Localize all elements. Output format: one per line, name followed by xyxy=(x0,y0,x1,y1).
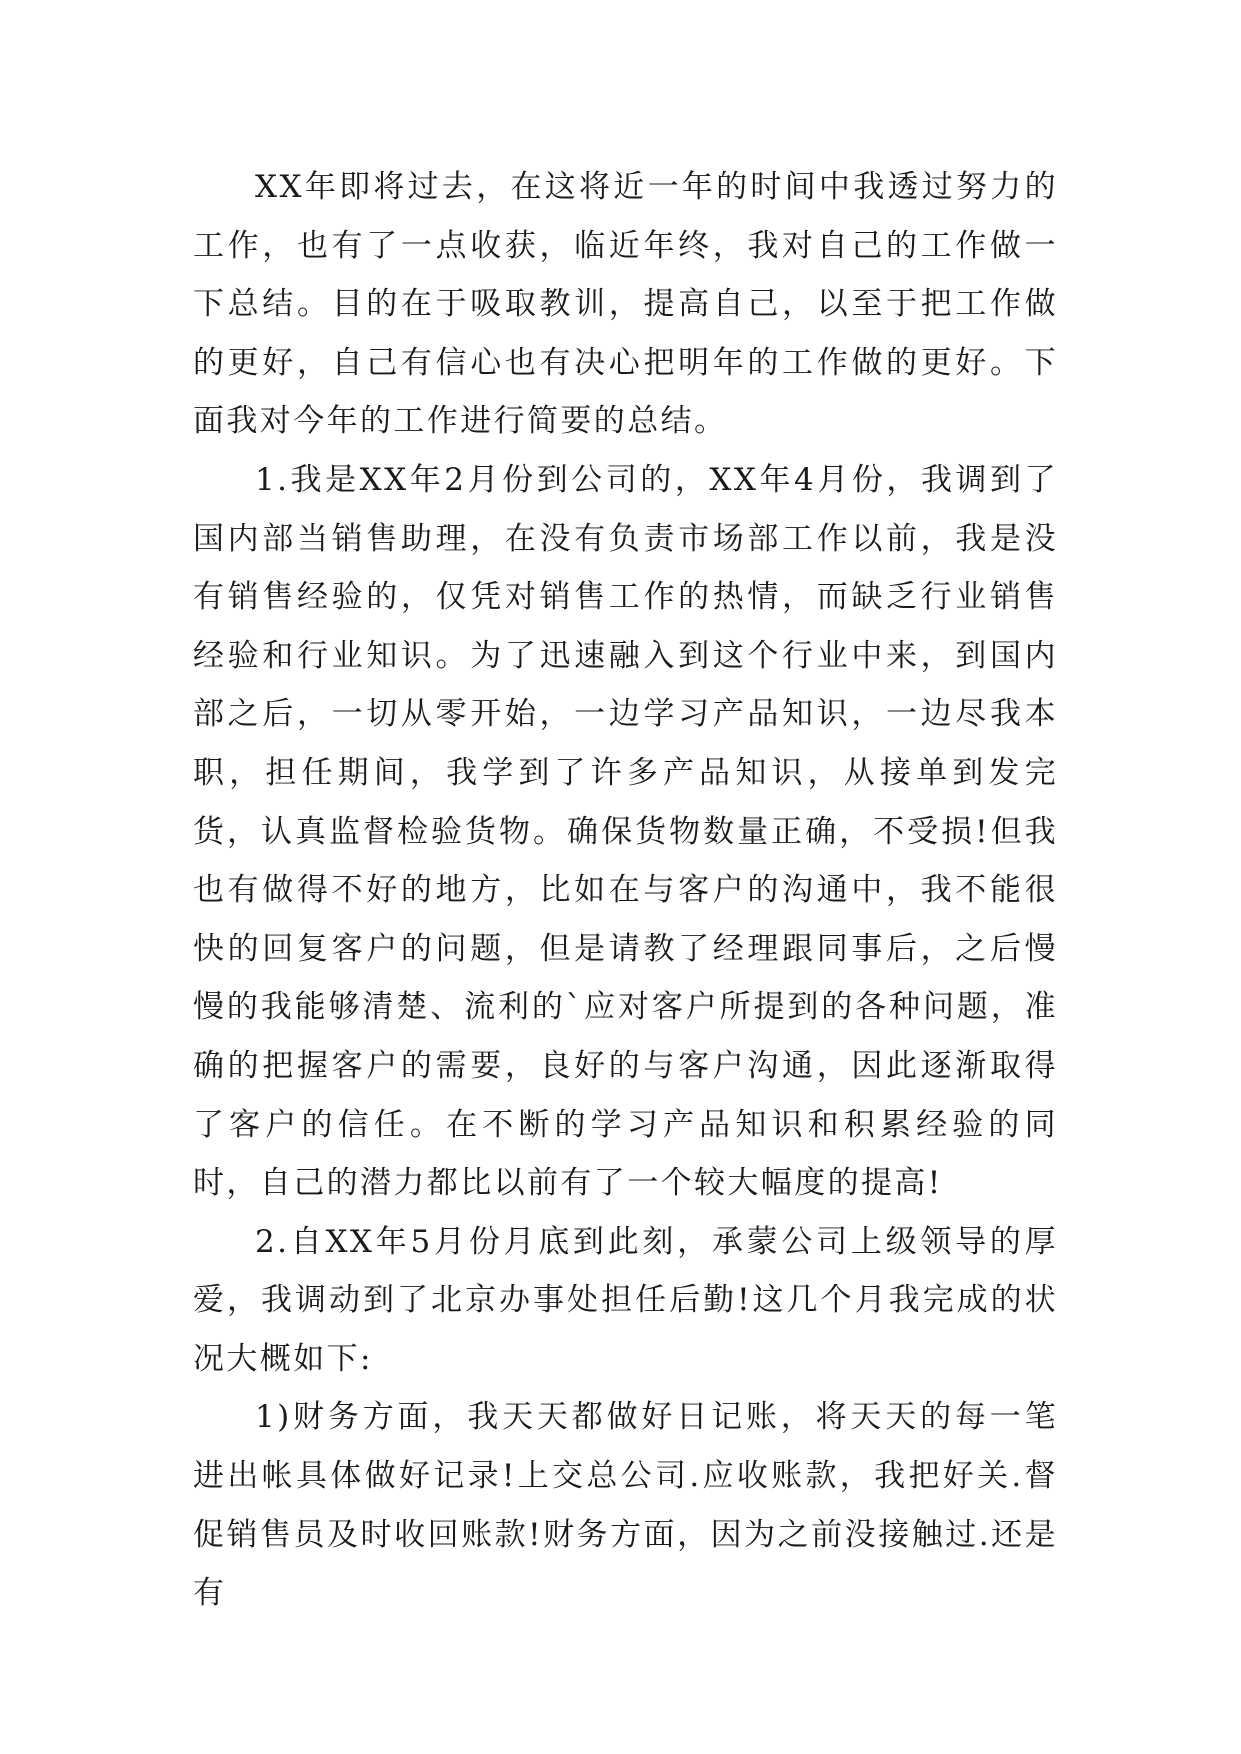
paragraph-item-1: 1.我是XX年2月份到公司的，XX年4月份，我调到了国内部当销售助理，在没有负责市场部工作以前，我是没有销售经验的，仅凭对销售工作的热情，而缺乏行业销售经验和行业知识。为了迅速融入到这个行业中来，到国内部之后，一切从零开始，一边学习产品知识，一边尽我本职，担任期间，我学到了许多产品知识，从接单到发完货，认真监督检验货物。确保货物数量正确，不受损!但我也有做得不好的地方，比如在与客户的沟通中，我不能很快的回复客户的问题，但是请教了经理跟同事后，之后慢慢的我能够清楚、流利的`应对客户所提到的各种问题，准确的把握客户的需要，良好的与客户沟通，因此逐渐取得了客户的信任。在不断的学习产品知识和积累经验的同时，自己的潜力都比以前有了一个较大幅度的提高! xyxy=(193,461,1058,1202)
paragraph-item-2: 2.自XX年5月份月底到此刻，承蒙公司上级领导的厚爱，我调动到了北京办事处担任后勤!这几个月我完成的状况大概如下: xyxy=(193,1223,1058,1377)
paragraph-intro: XX年即将过去，在这将近一年的时间中我透过努力的工作，也有了一点收获，临近年终，我对自己的工作做一下总结。目的在于吸取教训，提高自己，以至于把工作做的更好，自己有信心也有决心把明年的工作做的更好。下面我对今年的工作进行简要的总结。 xyxy=(193,169,1058,440)
paragraph-subitem-1: 1)财务方面，我天天都做好日记账，将天天的每一笔进出帐具体做好记录!上交总公司.应收账款，我把好关.督促销售员及时收回账款!财务方面，因为之前没接触过.还是有 xyxy=(193,1399,1058,1612)
document-body xyxy=(193,158,1058,1623)
